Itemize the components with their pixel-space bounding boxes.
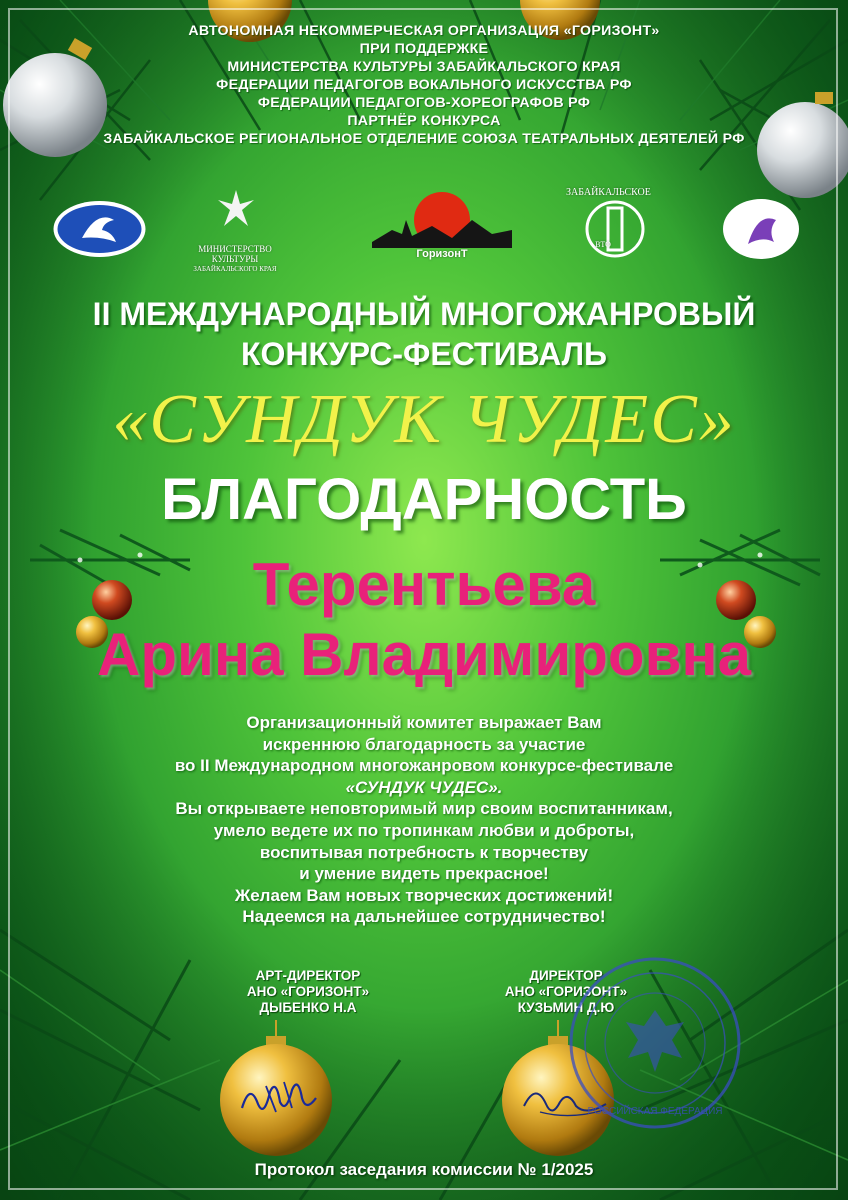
body-line: во II Международном многожанровом конкурсе-фестивале [174, 756, 674, 776]
gorizont-caption: ГоризонТ [416, 248, 468, 260]
award-title: БЛАГОДАРНОСТЬ [161, 467, 687, 532]
vocal-federation-logo [52, 200, 147, 258]
body-line: умело ведете их по тропинкам любви и доброты, [213, 820, 635, 840]
contest-title-line1: II МЕЖДУНАРОДНЫЙ МНОГОЖАНРОВЫЙ [92, 296, 756, 332]
body-line: Вы открываете неповторимый мир своим воспитанникам, [175, 799, 673, 819]
header-line: ПАРТНЁР КОНКУРСА [347, 113, 501, 129]
art-director-signature [236, 1068, 320, 1124]
signer-org: АНО «ГОРИЗОНТ» [504, 984, 628, 999]
signer-role: АРТ-ДИРЕКТОР [255, 968, 361, 983]
body-line: «СУНДУК ЧУДЕС». [345, 777, 503, 797]
header-line: ФЕДЕРАЦИИ ПЕДАГОГОВ ВОКАЛЬНОГО ИСКУССТВА РФ [216, 77, 632, 93]
std-caption: ЗАБАЙКАЛЬСКОЕ [566, 187, 651, 198]
signer-role: ДИРЕКТОР [529, 968, 603, 983]
official-stamp [566, 954, 744, 1132]
std-abbr: ВТО [595, 240, 611, 249]
stamp-text: РОССИЙСКАЯ ФЕДЕРАЦИЯ [587, 1106, 723, 1117]
choreo-federation-logo [722, 198, 800, 260]
protocol-footer: Протокол заседания комиссии № 1/2025 [254, 1160, 594, 1179]
body-line: Организационный комитет выражает Вам [246, 713, 602, 732]
recipient-given-names: Арина Владимировна [97, 621, 751, 688]
signer-name: ДЫБЕНКО Н.А [259, 1000, 357, 1015]
signer-name: КУЗЬМИН Д.Ю [517, 1000, 615, 1015]
ministry-caption: КУЛЬТУРЫ [211, 254, 259, 264]
body-line: искреннюю благодарность за участие [262, 734, 586, 754]
ministry-caption: МИНИСТЕРСТВО [198, 244, 272, 254]
recipient-surname: Терентьева [252, 551, 596, 618]
art-director-block [198, 968, 418, 1016]
ministry-culture-logo [214, 186, 258, 230]
header-line: ПРИ ПОДДЕРЖКЕ [359, 41, 489, 57]
header-line: ЗАБАЙКАЛЬСКОЕ РЕГИОНАЛЬНОЕ ОТДЕЛЕНИЕ СОЮЗА ТЕАТРАЛЬНЫХ ДЕЯТЕЛЕЙ РФ [103, 131, 745, 147]
body-line: воспитывая потребность к творчеству [259, 842, 589, 862]
body-line: и умение видеть прекрасное! [299, 864, 549, 884]
header-line: МИНИСТЕРСТВА КУЛЬТУРЫ ЗАБАЙКАЛЬСКОГО КРАЯ [227, 59, 621, 75]
header-line: ФЕДЕРАЦИИ ПЕДАГОГОВ-ХОРЕОГРАФОВ РФ [257, 95, 591, 111]
festival-name: «СУНДУК ЧУДЕС» [112, 381, 736, 458]
signer-org: АНО «ГОРИЗОНТ» [246, 984, 370, 999]
header-block [0, 22, 848, 148]
header-line: АВТОНОМНАЯ НЕКОММЕРЧЕСКАЯ ОРГАНИЗАЦИЯ «ГОРИЗОНТ» [188, 23, 660, 39]
body-line: Желаем Вам новых творческих достижений! [234, 885, 614, 905]
ministry-caption: ЗАБАЙКАЛЬСКОГО КРАЯ [193, 265, 277, 273]
contest-title-line2: КОНКУРС-ФЕСТИВАЛЬ [240, 336, 608, 372]
body-line: Надеемся на дальнейшее сотрудничество! [242, 907, 606, 927]
certificate-body [0, 712, 848, 928]
